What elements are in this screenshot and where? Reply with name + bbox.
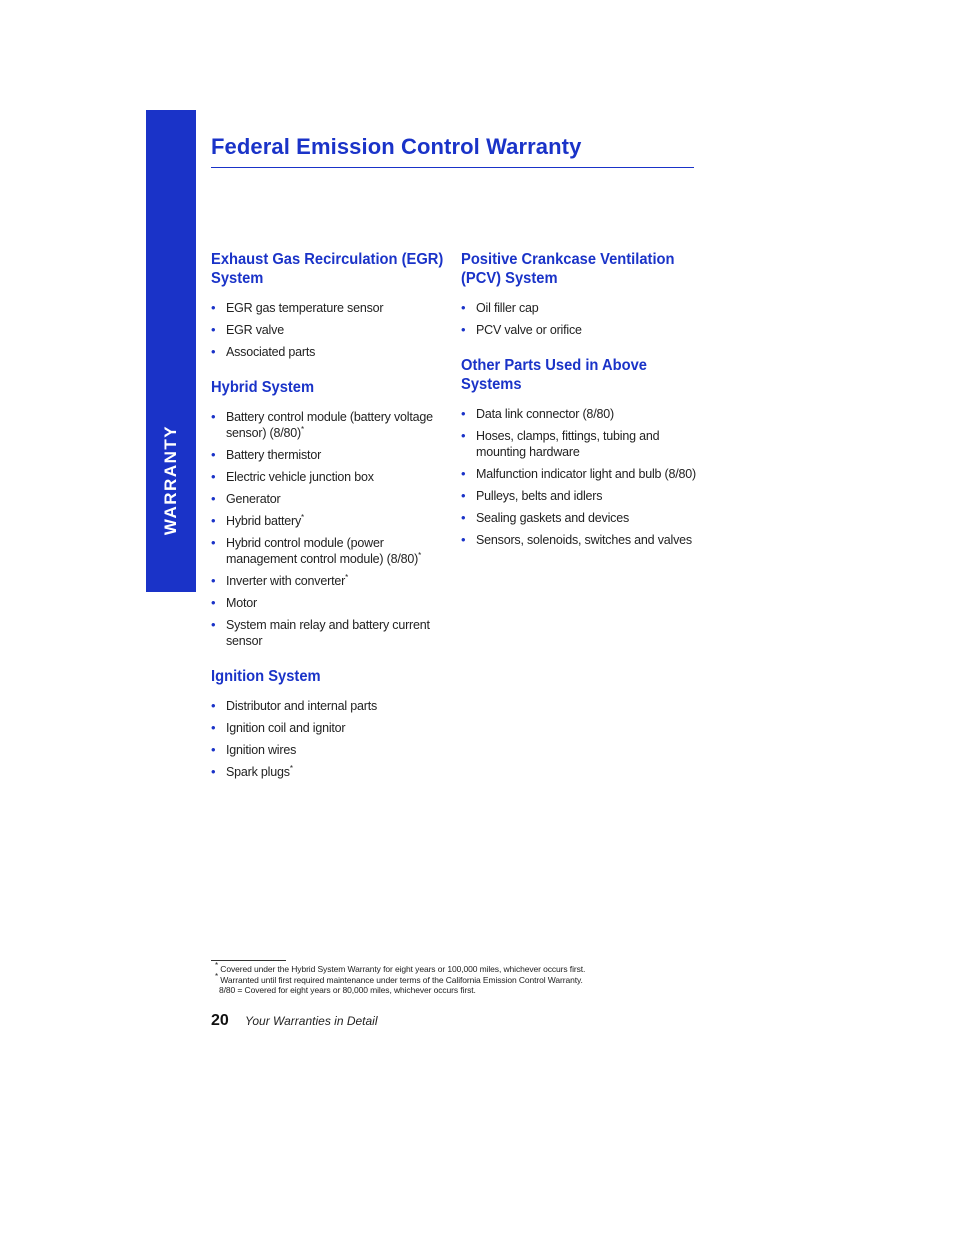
list-item-text: Ignition wires xyxy=(226,743,297,757)
list-item xyxy=(211,513,446,529)
section-heading: Hybrid System xyxy=(211,379,315,396)
list-item-text: Battery control module (battery voltage sensor) (8/80) xyxy=(226,410,433,440)
bullet-icon: • xyxy=(461,466,466,481)
list-item xyxy=(211,617,446,649)
list-item-text: Data link connector (8/80) xyxy=(476,407,614,421)
list-item xyxy=(461,488,701,504)
list-item-text: Pulleys, belts and idlers xyxy=(476,489,603,503)
list-item-text: Inverter with converter xyxy=(226,574,346,588)
bullet-icon: • xyxy=(211,344,216,359)
bullet-icon: • xyxy=(211,535,216,550)
bullet-icon: • xyxy=(461,406,466,421)
footnote-rule xyxy=(211,960,286,961)
footnote-3-text: 8/80 = Covered for eight years or 80,000 miles, whichever occurs first. xyxy=(219,985,476,995)
footnote-1 xyxy=(215,961,675,975)
list-item-text: Spark plugs xyxy=(226,765,290,779)
list-item xyxy=(461,466,701,482)
list-item xyxy=(211,491,446,507)
bullet-icon: • xyxy=(211,764,216,779)
list-item xyxy=(211,535,446,567)
list-item xyxy=(461,322,701,338)
list-item-text: EGR valve xyxy=(226,323,284,337)
list-item xyxy=(211,698,446,714)
bullet-icon: • xyxy=(461,510,466,525)
list-item xyxy=(211,409,446,441)
bullet-icon: • xyxy=(211,720,216,735)
list-item xyxy=(211,447,446,463)
right-column xyxy=(461,250,701,554)
footnote-1-mark: * xyxy=(215,961,219,971)
list-item xyxy=(461,406,701,422)
title-rule xyxy=(211,167,694,168)
bullet-icon: • xyxy=(211,322,216,337)
section-list xyxy=(211,409,446,649)
list-item xyxy=(211,742,446,758)
list-item-text: Generator xyxy=(226,492,281,506)
list-item xyxy=(211,322,446,338)
section-heading: Ignition System xyxy=(211,668,321,685)
list-item-text: PCV valve or orifice xyxy=(476,323,582,337)
list-item-text: EGR gas temperature sensor xyxy=(226,301,384,315)
bullet-icon: • xyxy=(211,469,216,484)
bullet-icon: • xyxy=(211,742,216,757)
list-item-text: System main relay and battery current sensor xyxy=(226,618,430,648)
list-item-text: Sealing gaskets and devices xyxy=(476,511,630,525)
side-tab xyxy=(146,110,196,592)
bullet-icon: • xyxy=(211,491,216,506)
list-item xyxy=(211,595,446,611)
footnote-mark: * xyxy=(301,512,304,522)
list-item-text: Hybrid battery xyxy=(226,514,302,528)
list-item xyxy=(461,300,701,316)
footnote-3 xyxy=(215,985,675,996)
list-item xyxy=(211,720,446,736)
bullet-icon: • xyxy=(211,300,216,315)
section-list xyxy=(461,300,701,338)
section-heading: Other Parts Used in Above Systems xyxy=(461,357,647,393)
list-item xyxy=(461,428,701,460)
list-item-text: Oil filler cap xyxy=(476,301,539,315)
left-column xyxy=(211,250,446,786)
footnote-1-text: Covered under the Hybrid System Warranty for eight years or 100,000 miles, whichever occurs first. xyxy=(220,964,586,974)
footnote-mark: * xyxy=(418,550,422,560)
list-item xyxy=(461,510,701,526)
bullet-icon: • xyxy=(461,428,466,443)
bullet-icon: • xyxy=(211,447,216,462)
list-item-text: Hybrid control module (power management control module) (8/80) xyxy=(226,536,419,566)
bullet-icon: • xyxy=(211,698,216,713)
page-title: Federal Emission Control Warranty xyxy=(211,134,582,159)
section-list xyxy=(461,406,701,548)
bullet-icon: • xyxy=(461,488,466,503)
footnote-2-text: Warranted until first required maintenance under terms of the California Emission Control Warranty. xyxy=(220,974,583,985)
bullet-icon: • xyxy=(211,573,216,588)
footnote-mark: * xyxy=(289,763,293,773)
list-item-text: Distributor and internal parts xyxy=(226,699,378,713)
bullet-icon: • xyxy=(211,617,216,632)
list-item-text: Ignition coil and ignitor xyxy=(226,721,346,735)
list-item-text: Motor xyxy=(226,596,257,610)
section-heading: Positive Crankcase Ventilation (PCV) System xyxy=(461,251,675,287)
footnote-mark: * xyxy=(345,572,348,582)
page-number: 20 xyxy=(211,1012,229,1029)
list-item xyxy=(211,344,446,360)
bullet-icon: • xyxy=(211,513,216,528)
list-item-text: Hoses, clamps, fittings, tubing and mounting hardware xyxy=(476,429,660,459)
section-list xyxy=(211,300,446,360)
list-item xyxy=(211,764,446,780)
list-item xyxy=(461,532,701,548)
bullet-icon: • xyxy=(461,532,466,547)
side-tab-label-wrap xyxy=(156,410,186,550)
bullet-icon: • xyxy=(461,322,466,337)
footnotes xyxy=(215,961,675,996)
footnote-mark: * xyxy=(301,424,304,434)
section-heading: Exhaust Gas Recirculation (EGR) System xyxy=(211,251,444,287)
bullet-icon: • xyxy=(211,409,216,424)
list-item xyxy=(211,300,446,316)
footnote-2 xyxy=(215,971,675,986)
side-tab-label: WARRANTY xyxy=(161,424,180,536)
list-item-text: Sensors, solenoids, switches and valves xyxy=(476,533,692,547)
bullet-icon: • xyxy=(461,300,466,315)
list-item-text: Electric vehicle junction box xyxy=(226,470,374,484)
list-item-text: Malfunction indicator light and bulb (8/80) xyxy=(476,467,697,481)
list-item xyxy=(211,469,446,485)
bullet-icon: • xyxy=(211,595,216,610)
section-list xyxy=(211,698,446,780)
list-item-text: Associated parts xyxy=(226,345,316,359)
footnote-2-mark: * xyxy=(215,971,219,981)
list-item-text: Battery thermistor xyxy=(226,448,322,462)
running-title: Your Warranties in Detail xyxy=(245,1014,378,1028)
list-item xyxy=(211,573,446,589)
